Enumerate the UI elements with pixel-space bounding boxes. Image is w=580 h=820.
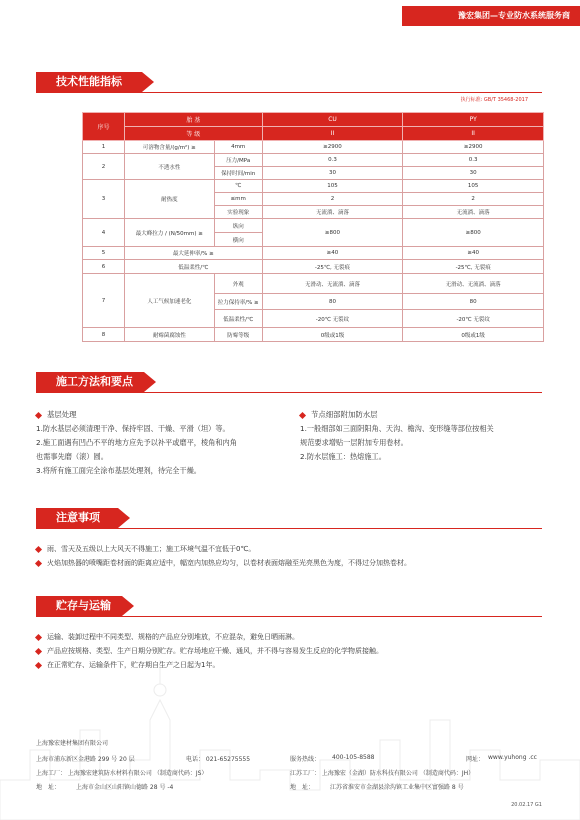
storage-line: 在正常贮存、运输条件下，贮存期自生产之日起为1年。 bbox=[47, 661, 220, 669]
cell-py: 30 bbox=[403, 167, 544, 180]
row-no: 2 bbox=[83, 154, 125, 180]
cell-cu: 105 bbox=[262, 180, 403, 193]
section-notes-header bbox=[36, 508, 542, 530]
cell-cu: ≥2900 bbox=[262, 141, 403, 154]
cell-cu: 无流淌、滴落 bbox=[262, 206, 403, 219]
row-no: 8 bbox=[83, 328, 125, 342]
py-grade: II bbox=[403, 127, 544, 141]
row-sub: 纵向 bbox=[214, 219, 262, 233]
section-title: 注意事项 bbox=[36, 508, 118, 528]
row-no: 1 bbox=[83, 141, 125, 154]
cell-py: -20℃ 无裂纹 bbox=[403, 310, 544, 328]
section-tech-specs-header bbox=[36, 72, 542, 103]
doc-code: 20.02.17 G1 bbox=[511, 802, 542, 808]
row-name: 人工气候加速老化 bbox=[124, 274, 214, 328]
cell-py: ≥2900 bbox=[403, 141, 544, 154]
diamond-bullet-icon bbox=[35, 661, 42, 668]
footer-company: 上海豫宏建材集团有限公司 bbox=[36, 740, 109, 747]
row-sub: 实验现象 bbox=[214, 206, 262, 219]
base-treatment-block bbox=[36, 408, 298, 478]
cell-py: 无滑动、无流淌、滴落 bbox=[403, 274, 544, 294]
row-name: 最大峰拉力 / (N/50mm) ≥ bbox=[124, 219, 214, 247]
cell-cu: 0.3 bbox=[262, 154, 403, 167]
footer-factory-shanghai: 上海工厂： 上海豫宏建筑防水材料有限公司 （制造商代码：JS） bbox=[36, 770, 208, 777]
storage-line: 产品应按规格、类型、生产日期分别贮存。贮存场地应干燥、通风，并不得与容易发生反应的化学物质接触。 bbox=[47, 647, 383, 655]
footer-web-label: 网址： bbox=[466, 756, 485, 763]
col-no-header: 序号 bbox=[83, 113, 125, 141]
cell-py: 0级或1级 bbox=[403, 328, 544, 342]
diamond-bullet-icon bbox=[35, 411, 42, 418]
col-py-header: PY bbox=[403, 113, 544, 127]
footer-web[interactable]: www.yuhong .cc bbox=[488, 754, 537, 761]
row-sub: 横向 bbox=[214, 233, 262, 247]
divider bbox=[36, 392, 542, 393]
row-sub: 低温柔性/℃ bbox=[214, 310, 262, 328]
row-no: 4 bbox=[83, 219, 125, 247]
footer-address1: 上海市金山区山阳镇山德路 28 号 -4 bbox=[76, 784, 174, 791]
row-name: 耐霉菌腐蚀性 bbox=[124, 328, 214, 342]
row-no: 7 bbox=[83, 274, 125, 328]
footer-hq-address: 上海市浦东新区金港路 299 号 20 层 bbox=[36, 756, 135, 763]
divider bbox=[36, 528, 542, 529]
base-line: 也需事先磨（滚）圆。 bbox=[36, 452, 108, 461]
row-sub: 外观 bbox=[214, 274, 262, 294]
divider bbox=[36, 92, 542, 93]
cell-py: 无流淌、滴落 bbox=[403, 206, 544, 219]
base-line: 2.施工面遇有凹凸不平的地方应先予以补平或磨平，棱角和内角 bbox=[36, 438, 237, 447]
cell-py: ≥800 bbox=[403, 219, 544, 247]
row-no: 6 bbox=[83, 260, 125, 274]
cu-grade: II bbox=[262, 127, 403, 141]
divider bbox=[36, 616, 542, 617]
storage-line: 运输、装卸过程中不同类型、规格的产品应分别堆放，不应混杂，避免日晒雨淋。 bbox=[47, 633, 299, 641]
cell-py: ≥40 bbox=[403, 247, 544, 260]
cell-py: -25℃, 无裂痕 bbox=[403, 260, 544, 274]
row-sub: ≤mm bbox=[214, 193, 262, 206]
detail-layer-heading: 节点细部附加防水层 bbox=[311, 410, 378, 419]
company-tagline: 豫宏集团—专业防水系统服务商 bbox=[402, 6, 580, 26]
diamond-bullet-icon bbox=[299, 411, 306, 418]
top-banner bbox=[0, 0, 580, 30]
base-treatment-heading: 基层处理 bbox=[47, 410, 77, 419]
row-name: 耐热度 bbox=[124, 180, 214, 219]
storage-block bbox=[36, 630, 546, 672]
row-sub: 拉力保持率/% ≥ bbox=[214, 294, 262, 310]
section-title: 施工方法和要点 bbox=[36, 372, 144, 392]
footer-factory-jiangsu: 江苏工厂： 上海豫宏（金湖）防水科技有限公司 （制造商代码：JH） bbox=[290, 770, 475, 777]
footer-address1-label: 地 址： bbox=[36, 784, 61, 791]
row-sub: 压力/MPa bbox=[214, 154, 262, 167]
cell-py: 2 bbox=[403, 193, 544, 206]
section-title: 技术性能指标 bbox=[36, 72, 142, 92]
cell-cu: -20℃ 无裂纹 bbox=[262, 310, 403, 328]
row-sub: 防霉等级 bbox=[214, 328, 262, 342]
cell-cu: 无滑动、无流淌、滴落 bbox=[262, 274, 403, 294]
note-line: 雨、雪天及五级以上大风天不得施工；施工环境气温不宜低于0℃。 bbox=[47, 545, 256, 553]
cell-cu: 2 bbox=[262, 193, 403, 206]
cell-cu: 0级或1级 bbox=[262, 328, 403, 342]
section-construction-header bbox=[36, 372, 542, 394]
detail-line: 1.一般细部如三面阴阳角、天沟、檐沟、变形缝等部位按相关 bbox=[300, 424, 494, 433]
diamond-bullet-icon bbox=[35, 559, 42, 566]
row-sub: 保持时间/min bbox=[214, 167, 262, 180]
base-line: 1.防水基层必须清理干净、保持牢固、干燥、平滑（坦）等。 bbox=[36, 424, 230, 433]
footer-address2-label: 地 址： bbox=[290, 784, 315, 791]
row-sub: ℃ bbox=[214, 180, 262, 193]
row-name: 可溶物含量/(g/m²) ≥ bbox=[124, 141, 214, 154]
footer-address2: 江苏省淮安市金湖县涂沟镇工业集中区富强路 8 号 bbox=[330, 784, 464, 791]
col-cu-header: CU bbox=[262, 113, 403, 127]
cell-cu: -25℃, 无裂痕 bbox=[262, 260, 403, 274]
cell-cu: ≥40 bbox=[262, 247, 403, 260]
footer-service-label: 服务热线： bbox=[290, 756, 321, 763]
row-name: 低温柔性/℃ bbox=[124, 260, 262, 274]
cell-py: 0.3 bbox=[403, 154, 544, 167]
cell-py: 105 bbox=[403, 180, 544, 193]
section-storage-header bbox=[36, 596, 542, 618]
detail-line: 2.防水层施工：热熔施工。 bbox=[300, 452, 386, 461]
standard-label: 执行标准: GB/T 35468-2017 bbox=[460, 97, 528, 103]
cell-py: 80 bbox=[403, 294, 544, 310]
cell-cu: ≥800 bbox=[262, 219, 403, 247]
col-grade-header: 等 级 bbox=[124, 127, 262, 141]
footer-hq-phone: 电话： 021-65275555 bbox=[186, 756, 251, 763]
cell-cu: 30 bbox=[262, 167, 403, 180]
diamond-bullet-icon bbox=[35, 545, 42, 552]
col-base-header: 胎 基 bbox=[124, 113, 262, 127]
row-name: 最大延伸率/% ≥ bbox=[124, 247, 262, 260]
row-name: 不透水性 bbox=[124, 154, 214, 180]
diamond-bullet-icon bbox=[35, 633, 42, 640]
detail-layer-block bbox=[300, 408, 546, 464]
section-title: 贮存与运输 bbox=[36, 596, 122, 616]
row-no: 5 bbox=[83, 247, 125, 260]
row-no: 3 bbox=[83, 180, 125, 219]
detail-line: 规范要求增贴一层附加专用卷材。 bbox=[300, 438, 408, 447]
diamond-bullet-icon bbox=[35, 647, 42, 654]
cell-cu: 80 bbox=[262, 294, 403, 310]
base-line: 3.将所有施工面完全涂布基层处理剂，待完全干燥。 bbox=[36, 466, 201, 475]
spec-table-main bbox=[82, 112, 544, 342]
notes-block bbox=[36, 542, 546, 570]
note-line: 火焰加热器的喷嘴距卷材面的距离应适中，幅宽内加热应均匀，以卷材表面熔融至光亮黑色为度，不得过分加热卷材。 bbox=[47, 559, 411, 567]
footer-service-phone: 400-105-8588 bbox=[332, 754, 375, 761]
row-sub: 4mm bbox=[214, 141, 262, 154]
